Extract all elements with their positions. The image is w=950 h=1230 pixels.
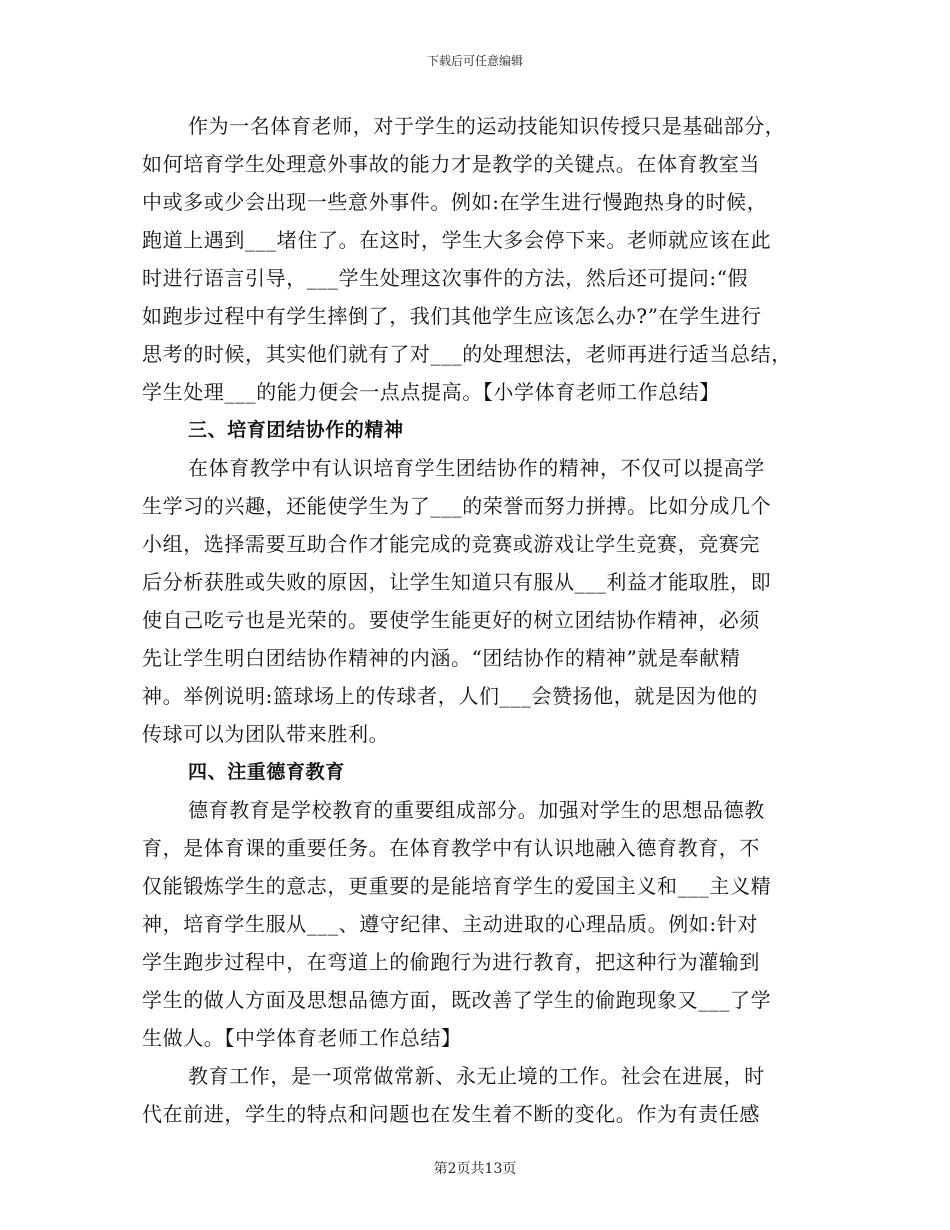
page-header: 下载后可任意编辑 [426,54,523,68]
section-heading: 四、注重德育教育 [188,761,345,783]
page-footer: 第2页共13页 [433,1161,517,1177]
paragraph-line: 小组，选择需要互助合作才能完成的竞赛或游戏让学生竞赛，竞赛完 [142,532,760,556]
paragraph-line: 仅能锻炼学生的意志，更重要的是能培育学生的爱国主义和___主义精 [142,874,772,898]
paragraph-line: 先让学生明白团结协作精神的内涵。“团结协作的精神”就是奉献精 [142,646,741,670]
paragraph-line: 如何培育学生处理意外事故的能力才是教学的关键点。在体育教室当 [142,152,760,176]
paragraph-line: 思考的时候，其实他们就有了对___的处理想法，老师再进行适当总结， [142,342,792,366]
paragraph-line: 传球可以为团队带来胜利。 [142,722,390,746]
paragraph-line: 作为一名体育老师，对于学生的运动技能知识传授只是基础部分， [188,114,786,138]
paragraph-line: 学生的做人方面及思想品德方面，既改善了学生的偷跑现象又___了学 [142,988,772,1012]
document-body [142,107,810,1133]
paragraph-line: 学生处理___的能力便会一点点提高。【小学体育老师工作总结】 [142,380,720,404]
paragraph-line: 神，培育学生服从___、遵守纪律、主动进取的心理品质。例如:针对 [142,912,758,936]
paragraph-line: 神。举例说明:篮球场上的传球者，人们___会赞扬他，就是因为他的 [142,684,758,708]
paragraph-line: 生做人。【中学体育老师工作总结】 [142,1026,462,1050]
paragraph-line: 使自己吃亏也是光荣的。要使学生能更好的树立团结协作精神，必须 [142,608,760,632]
paragraph-line: 德育教育是学校教育的重要组成部分。加强对学生的思想品德教 [188,798,765,822]
paragraph-line: 跑道上遇到___堵住了。在这时，学生大多会停下来。老师就应该在此 [142,228,772,252]
section-heading: 三、培育团结协作的精神 [188,419,404,441]
paragraph-line: 后分析获胜或失败的原因，让学生知道只有服从___利益才能取胜，即 [142,570,772,594]
paragraph-line: 生学习的兴趣，还能使学生为了___的荣誉而努力拼搏。比如分成几个 [142,494,772,518]
paragraph-line: 学生跑步过程中，在弯道上的偷跑行为进行教育，把这种行为灌输到 [142,950,760,974]
paragraph-line: 育，是体育课的重要任务。在体育教学中有认识地融入德育教育，不 [142,836,760,860]
paragraph-line: 时进行语言引导，___学生处理这次事件的方法，然后还可提问:“假 [142,266,749,290]
paragraph-line: 中或多或少会出现一些意外事件。例如:在学生进行慢跑热身的时候， [142,190,768,214]
paragraph-line: 代在前进，学生的特点和问题也在发生着不断的变化。作为有责任感 [142,1102,760,1126]
paragraph-line: 教育工作，是一项常做常新、永无止境的工作。社会在进展，时 [188,1064,765,1088]
paragraph-line: 在体育教学中有认识培育学生团结协作的精神，不仅可以提高学 [188,456,765,480]
paragraph-line: 如跑步过程中有学生摔倒了，我们其他学生应该怎么办?”在学生进行 [142,304,762,328]
